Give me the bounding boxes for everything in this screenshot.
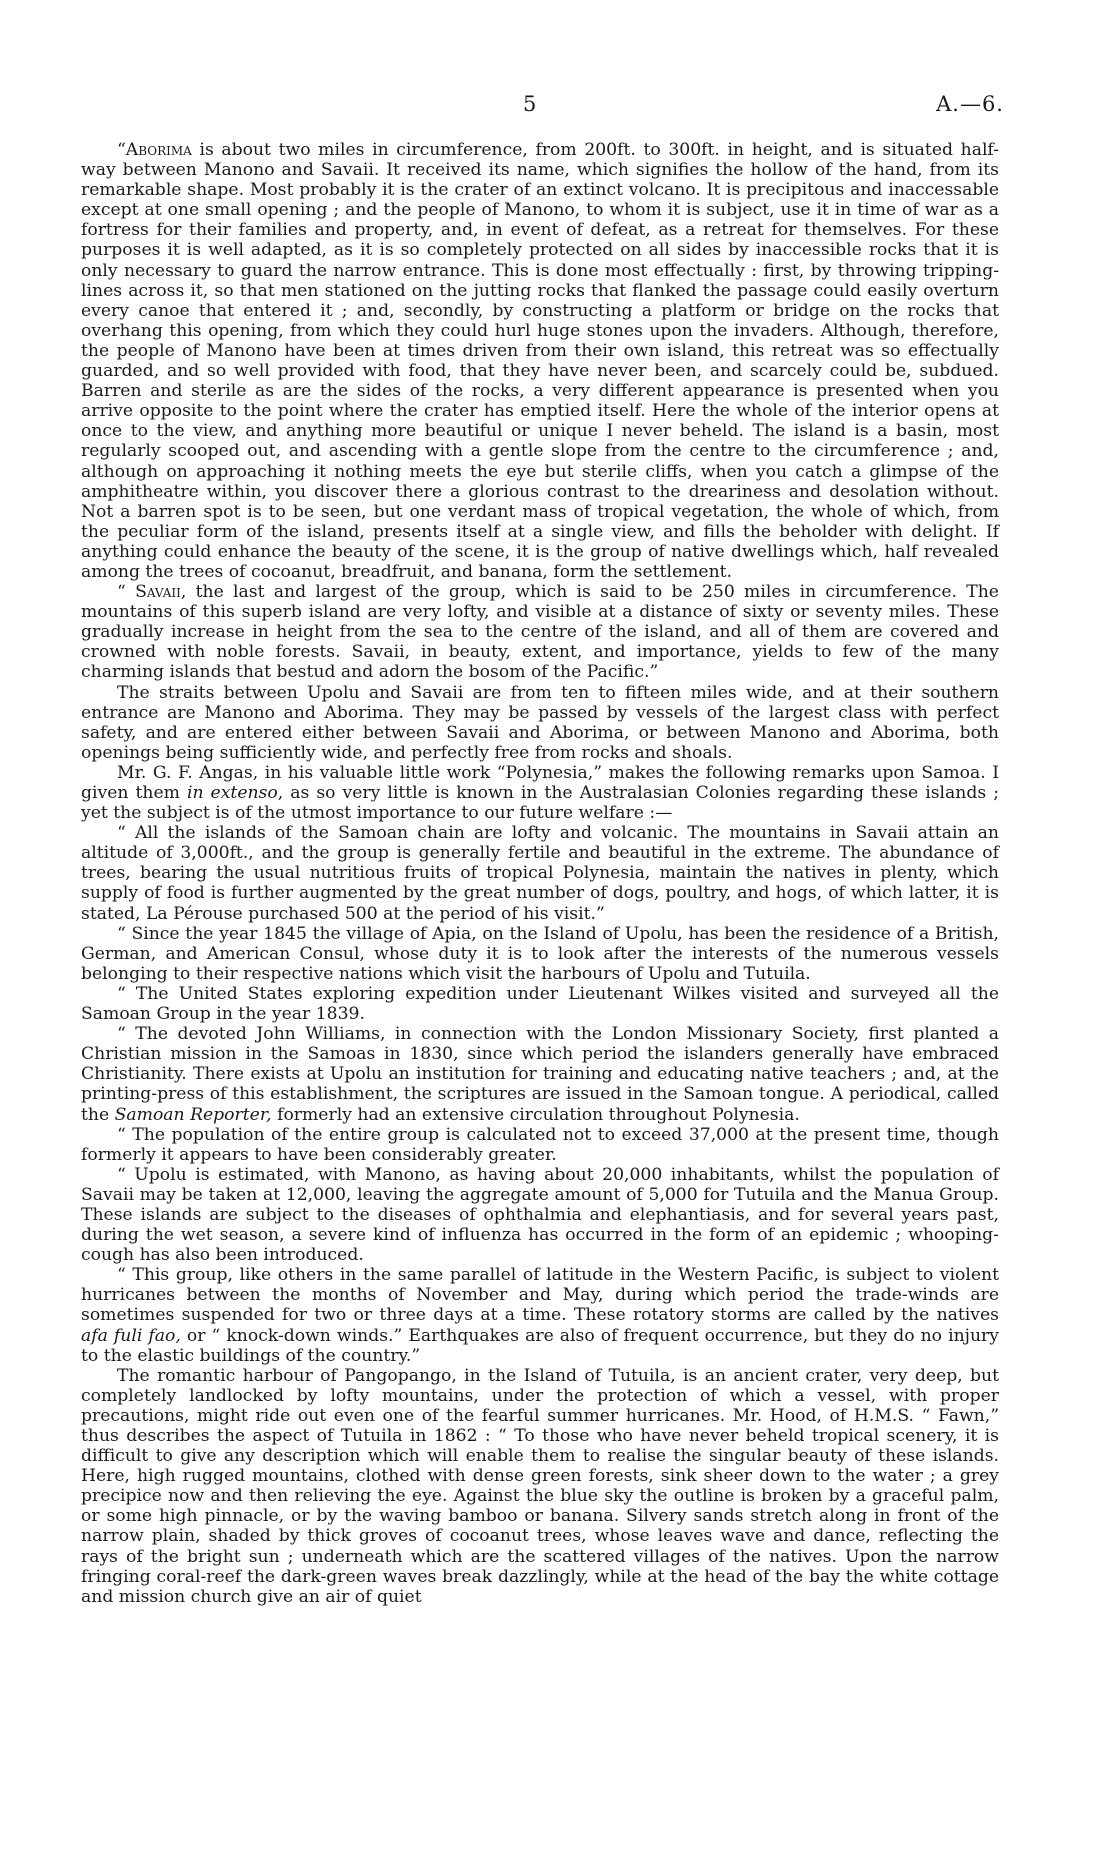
paragraph-straits: The straits between Upolu and Savaii are from ten to fifteen miles wide, and at their southern entrance are Manono and Aborima. They may be passed by vessels of the largest class with perfect safety, and are entered either between Savaii and Aborima, or between Manono and Aborima, both openings being sufficiently wide, and perfectly free from rocks and shoals. xyxy=(81,682,999,763)
page-number: 5 xyxy=(523,92,537,116)
paragraph-samoan-chain: “ All the islands of the Samoan chain are lofty and volcanic. The mountains in Savaii attain an altitude of 3,000ft., and the group is generally fertile and beautiful in the extreme. The abundance of trees, bearing the usual nutritious fruits of tropical Polynesia, maintain the natives in plenty, which supply of food is further augmented by the great number of dogs, poultry, and hogs, of which latter, it is stated, La Pérouse purchased 500 at the period of his visit.” xyxy=(81,823,999,924)
paragraph-expedition: “ The United States exploring expedition under Lieutenant Wilkes visited and surveyed all the Samoan Group in the year 1839. xyxy=(81,983,999,1025)
page-header xyxy=(0,92,1114,122)
paragraph-mission: “ The devoted John Williams, in connection with the London Missionary Society, first planted a Christian mission in the Samoas in 1830, since which period the islanders generally have embraced Christianity. There exists at Upolu an institution for training and educating native teachers ; and, at the printing-press of this establishment, the scriptures are issued in the Samoan tongue. A periodical, called the Samoan Reporter, formerly had an extensive circulation throughout Polynesia. xyxy=(81,1024,999,1125)
paragraph-angas: Mr. G. F. Angas, in his valuable little work “Polynesia,” makes the following remarks upon Samoa. I given them in extenso, as so very little is known in the Australasian Colonies regarding these islands ; yet the subject is of the utmost importance to our future welfare :— xyxy=(81,762,999,824)
document-reference: A.—6. xyxy=(936,92,1004,116)
paragraph-aborima: “Aborima is about two miles in circumference, from 200ft. to 300ft. in height, and is situated half-way between Manono and Savaii. It received its name, which signifies the hollow of the hand, from its remarkable shape. Most probably it is the crater of an extinct volcano. It is precipitous and inaccessable except at one small opening ; and the people of Manono, to whom it is subject, use it in time of war as a fortress for their families and property, and, in event of defeat, as a retreat for themselves. For these purposes it is well adapted, as it is so completely protected on all sides by inaccessible rocks that it is only necessary to guard the narrow entrance. This is done most effectually : first, by throwing tripping-lines across it, so that men stationed on the jutting rocks that flanked the passage could easily overturn every canoe that entered it ; and, secondly, by constructing a platform or bridge on the rocks that overhang this opening, from which they could hurl huge stones upon the invaders. Although, therefore, the people of Manono have been at times driven from their own island, this retreat was so effectually guarded, and so well provided with food, that they have never been, and scarcely could be, subdued. Barren and sterile as are the sides of the rocks, a very different appearance is presented when you arrive opposite to the point where the crater has emptied itself. Here the whole of the interior opens at once to the view, and anything more beautiful or unique I never beheld. The island is a basin, most regularly scooped out, and ascending with a gentle slope from the centre to the circumference ; and, although on approaching it nothing meets the eye but sterile cliffs, when you catch a glimpse of the amphitheatre within, you discover there a glorious contrast to the dreariness and desolation without. Not a barren spot is to be seen, but one verdant mass of tropical vegetation, the whole of which, from the peculiar form of the island, presents itself at a single view, and fills the beholder with delight. If anything could enhance the beauty of the scene, it is the group of native dwellings which, half revealed among the trees of cocoanut, breadfruit, and banana, form the settlement. xyxy=(81,140,999,582)
paragraph-upolu: “ Upolu is estimated, with Manono, as having about 20,000 inhabitants, whilst the population of Savaii may be taken at 12,000, leaving the aggregate amount of 5,000 for Tutuila and the Manua Group. These islands are subject to the diseases of ophthalmia and elephantiasis, and for several years past, during the wet season, a severe kind of influenza has occurred in the form of an epidemic ; whooping-cough has also been introduced. xyxy=(81,1164,999,1266)
paragraph-pangopango: The romantic harbour of Pangopango, in the Island of Tutuila, is an ancient crater, very deep, but completely landlocked by lofty mountains, under the protection of which a vessel, with proper precautions, might ride out even one of the fearful summer hurricanes. Mr. Hood, of H.M.S. “ Fawn,” thus describes the aspect of Tutuila in 1862 : “ To those who have never beheld tropical scenery, it is difficult to give any description which will enable them to realise the singular beauty of these islands. Here, high rugged mountains, clothed with dense green forests, sink sheer down to the water ; a grey precipice now and then relieving the eye. Against the blue sky the outline is broken by a graceful palm, or some high pinnacle, or by the waving bamboo or banana. Silvery sands stretch along in front of the narrow plain, shaded by thick groves of cocoanut trees, whose leaves wave and dance, reflecting the rays of the bright sun ; underneath which are the scattered villages of the natives. Upon the narrow fringing coral-reef the dark-green waves break dazzlingly, while at the head of the bay the white cottage and mission church give an air of quiet xyxy=(81,1365,999,1607)
paragraph-savaii: “ Savaii, the last and largest of the group, which is said to be 250 miles in circumference. The mountains of this superb island are very lofty, and visible at a distance of sixty or seventy miles. These gradually increase in height from the sea to the centre of the island, and all of them are covered and crowned with noble forests. Savaii, in beauty, extent, and importance, yields to few of the many charming islands that bestud and adorn the bosom of the Pacific.” xyxy=(81,582,999,683)
body-text xyxy=(81,140,999,1607)
paragraph-hurricanes: “ This group, like others in the same parallel of latitude in the Western Pacific, is subject to violent hurricanes between the months of November and May, during which period the trade-winds are sometimes suspended for two or three days at a time. These rotatory storms are called by the natives afa fuli fao, or “ knock-down winds.” Earthquakes are also of frequent occurrence, but they do no injury to the elastic buildings of the country.” xyxy=(81,1265,999,1366)
paragraph-population: “ The population of the entire group is calculated not to exceed 37,000 at the present time, though formerly it appears to have been considerably greater. xyxy=(81,1124,999,1165)
paragraph-apia: “ Since the year 1845 the village of Apia, on the Island of Upolu, has been the residence of a British, German, and American Consul, whose duty it is to look after the interests of the numerous vessels belonging to their respective nations which visit the harbours of Upolu and Tutuila. xyxy=(81,923,999,984)
